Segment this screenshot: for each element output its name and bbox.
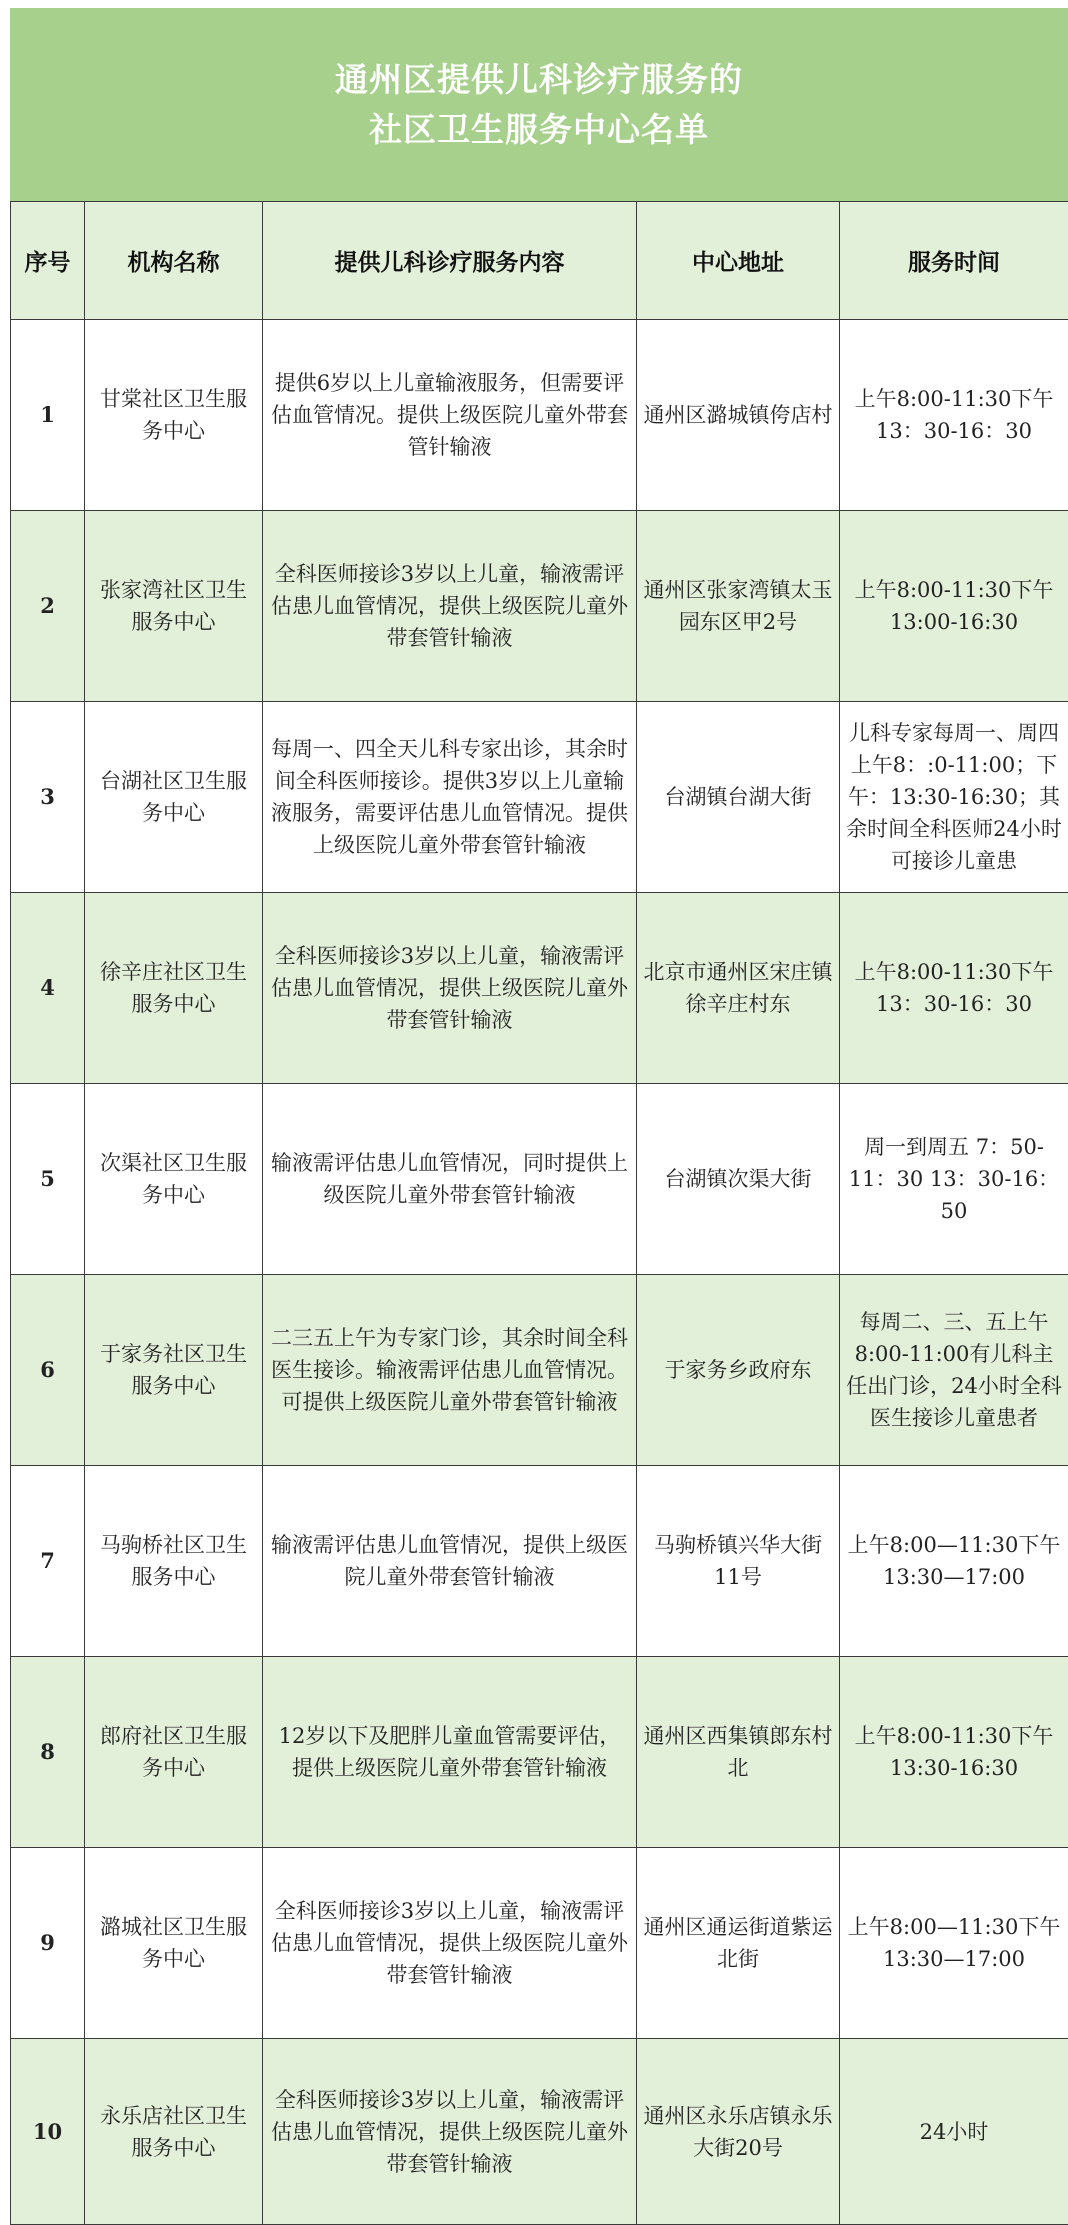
- service-content: 全科医师接诊3岁以上儿童，输液需评估患儿血管情况，提供上级医院儿童外带套管针输液: [263, 511, 637, 702]
- service-hours: 儿科专家每周一、周四上午8：:0-11:00；下午：13:30-16:30；其余时间全科医师24小时可接诊儿童患: [840, 702, 1068, 893]
- title-line-2: 社区卫生服务中心名单: [369, 109, 709, 149]
- institution-name: 永乐店社区卫生服务中心: [85, 2039, 263, 2225]
- institution-name: 台湖社区卫生服务中心: [85, 702, 263, 893]
- service-content: 每周一、四全天儿科专家出诊，其余时间全科医师接诊。提供3岁以上儿童输液服务，需要评估患儿血管情况。提供上级医院儿童外带套管针输液: [263, 702, 637, 893]
- row-number: 4: [11, 893, 85, 1084]
- table-row: [11, 1084, 1068, 1275]
- institution-name: 次渠社区卫生服务中心: [85, 1084, 263, 1275]
- service-content: 12岁以下及肥胖儿童血管需要评估，提供上级医院儿童外带套管针输液: [263, 1657, 637, 1848]
- service-hours: 上午8:00-11:30下午13：30-16：30: [840, 320, 1068, 511]
- service-content: 输液需评估患儿血管情况，同时提供上级医院儿童外带套管针输液: [263, 1084, 637, 1275]
- row-number: 6: [11, 1275, 85, 1466]
- institution-name: 于家务社区卫生服务中心: [85, 1275, 263, 1466]
- center-address: 通州区西集镇郎东村北: [637, 1657, 840, 1848]
- center-address: 通州区永乐店镇永乐大街20号: [637, 2039, 840, 2225]
- service-hours: 24小时: [840, 2039, 1068, 2225]
- table-header-row: [11, 202, 1068, 320]
- table-row: [11, 893, 1068, 1084]
- center-address: 通州区张家湾镇太玉园东区甲2号: [637, 511, 840, 702]
- service-content: 二三五上午为专家门诊，其余时间全科医生接诊。输液需评估患儿血管情况。可提供上级医院儿童外带套管针输液: [263, 1275, 637, 1466]
- row-number: 1: [11, 320, 85, 511]
- title-banner: [10, 8, 1068, 201]
- header-address: 中心地址: [637, 202, 840, 320]
- header-hours: 服务时间: [840, 202, 1068, 320]
- row-number: 8: [11, 1657, 85, 1848]
- service-hours: 上午8:00-11:30下午13:00-16:30: [840, 511, 1068, 702]
- table-row: [11, 511, 1068, 702]
- service-content: 提供6岁以上儿童输液服务，但需要评估血管情况。提供上级医院儿童外带套管针输液: [263, 320, 637, 511]
- clinic-table: [10, 201, 1068, 2225]
- service-content: 全科医师接诊3岁以上儿童，输液需评估患儿血管情况，提供上级医院儿童外带套管针输液: [263, 1848, 637, 2039]
- header-no: 序号: [11, 202, 85, 320]
- header-name: 机构名称: [85, 202, 263, 320]
- row-number: 3: [11, 702, 85, 893]
- institution-name: 徐辛庄社区卫生服务中心: [85, 893, 263, 1084]
- table-row: [11, 1848, 1068, 2039]
- center-address: 台湖镇台湖大街: [637, 702, 840, 893]
- service-content: 全科医师接诊3岁以上儿童，输液需评估患儿血管情况，提供上级医院儿童外带套管针输液: [263, 893, 637, 1084]
- title-line-1: 通州区提供儿科诊疗服务的: [335, 59, 743, 99]
- row-number: 7: [11, 1466, 85, 1657]
- institution-name: 马驹桥社区卫生服务中心: [85, 1466, 263, 1657]
- service-content: 输液需评估患儿血管情况，提供上级医院儿童外带套管针输液: [263, 1466, 637, 1657]
- service-hours: 每周二、三、五上午8:00-11:00有儿科主任出门诊，24小时全科医生接诊儿童患者: [840, 1275, 1068, 1466]
- row-number: 5: [11, 1084, 85, 1275]
- service-hours: 上午8:00—11:30下午13:30—17:00: [840, 1466, 1068, 1657]
- table-row: [11, 702, 1068, 893]
- center-address: 通州区潞城镇侉店村: [637, 320, 840, 511]
- institution-name: 郎府社区卫生服务中心: [85, 1657, 263, 1848]
- table-row: [11, 1466, 1068, 1657]
- table-row: [11, 1657, 1068, 1848]
- service-hours: 上午8:00-11:30下午13:30-16:30: [840, 1657, 1068, 1848]
- service-content: 全科医师接诊3岁以上儿童，输液需评估患儿血管情况，提供上级医院儿童外带套管针输液: [263, 2039, 637, 2225]
- center-address: 通州区通运街道紫运北街: [637, 1848, 840, 2039]
- row-number: 2: [11, 511, 85, 702]
- service-hours: 上午8:00—11:30下午13:30—17:00: [840, 1848, 1068, 2039]
- center-address: 北京市通州区宋庄镇徐辛庄村东: [637, 893, 840, 1084]
- service-hours: 周一到周五 7：50-11：30 13：30-16：50: [840, 1084, 1068, 1275]
- table-row: [11, 320, 1068, 511]
- institution-name: 张家湾社区卫生服务中心: [85, 511, 263, 702]
- document-sheet: [10, 8, 1068, 2225]
- center-address: 台湖镇次渠大街: [637, 1084, 840, 1275]
- table-row: [11, 2039, 1068, 2225]
- institution-name: 甘棠社区卫生服务中心: [85, 320, 263, 511]
- row-number: 9: [11, 1848, 85, 2039]
- header-service: 提供儿科诊疗服务内容: [263, 202, 637, 320]
- center-address: 于家务乡政府东: [637, 1275, 840, 1466]
- service-hours: 上午8:00-11:30下午13：30-16：30: [840, 893, 1068, 1084]
- institution-name: 潞城社区卫生服务中心: [85, 1848, 263, 2039]
- row-number: 10: [11, 2039, 85, 2225]
- table-row: [11, 1275, 1068, 1466]
- center-address: 马驹桥镇兴华大街11号: [637, 1466, 840, 1657]
